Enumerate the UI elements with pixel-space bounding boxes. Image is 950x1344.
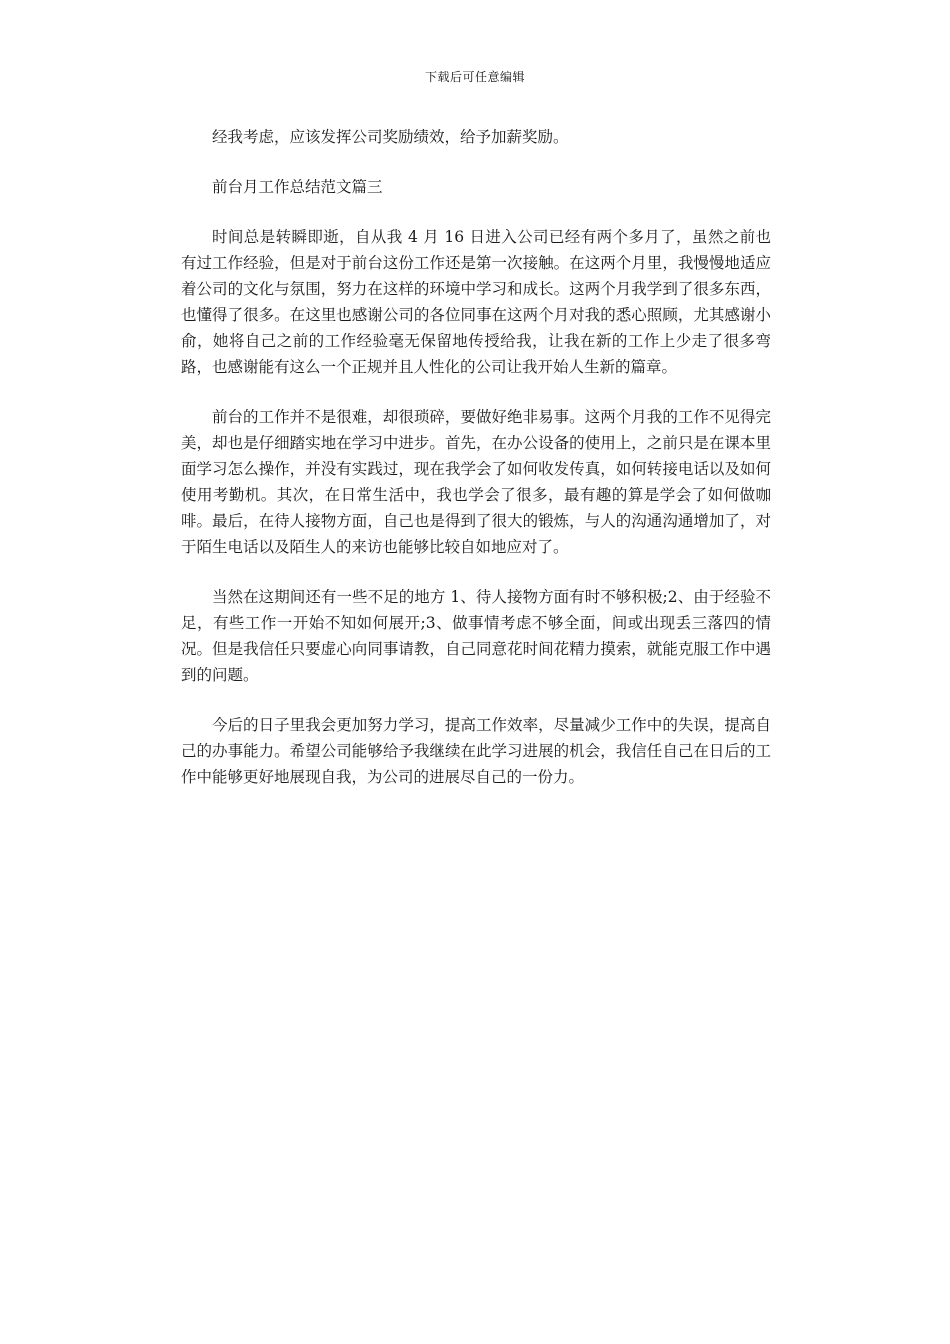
page-header: 下载后可任意编辑	[424, 70, 525, 84]
paragraph-intro: 时间总是转瞬即逝，自从我 4 月 16 日进入公司已经有两个多月了，虽然之前也有过工作经验，但是对于前台这份工作还是第一次接触。在这两个月里，我慢慢地适应着公司的文化与氛围，努力在这样的环境中学习和成长。这两个月我学到了很多东西，也懂得了很多。在这里也感谢公司的各位同事在这两个月对我的悉心照顾，尤其感谢小俞，她将自己之前的工作经验毫无保留地传授给我，让我在新的工作上少走了很多弯路，也感谢能有这么一个正规并且人性化的公司让我开始人生新的篇章。	[181, 228, 771, 376]
document-body	[181, 124, 771, 814]
paragraph-shortcomings: 当然在这期间还有一些不足的地方 1、待人接物方面有时不够积极;2、由于经验不足，有些工作一开始不知如何展开;3、做事情考虑不够全面，间或出现丢三落四的情况。但是我信任只要虚心向同事请教，自己同意花时间花精力摸索，就能克服工作中遇到的问题。	[181, 588, 771, 684]
paragraph-future-plans: 今后的日子里我会更加努力学习，提高工作效率，尽量减少工作中的失误，提高自己的办事能力。希望公司能够给予我继续在此学习进展的机会，我信任自己在日后的工作中能够更好地展现自我，为公司的进展尽自己的一份力。	[181, 716, 771, 786]
section-title: 前台月工作总结范文篇三	[212, 178, 383, 196]
paragraph-work-details: 前台的工作并不是很难，却很琐碎，要做好绝非易事。这两个月我的工作不见得完美，却也是仔细踏实地在学习中进步。首先，在办公设备的使用上，之前只是在课本里面学习怎么操作，并没有实践过，现在我学会了如何收发传真，如何转接电话以及如何使用考勤机。其次，在日常生活中，我也学会了很多，最有趣的算是学会了如何做咖啡。最后，在待人接物方面，自己也是得到了很大的锻炼，与人的沟通沟通增加了，对于陌生电话以及陌生人的来访也能够比较自如地应对了。	[181, 408, 771, 556]
paragraph-closing-remark: 经我考虑，应该发挥公司奖励绩效，给予加薪奖励。	[212, 128, 569, 146]
